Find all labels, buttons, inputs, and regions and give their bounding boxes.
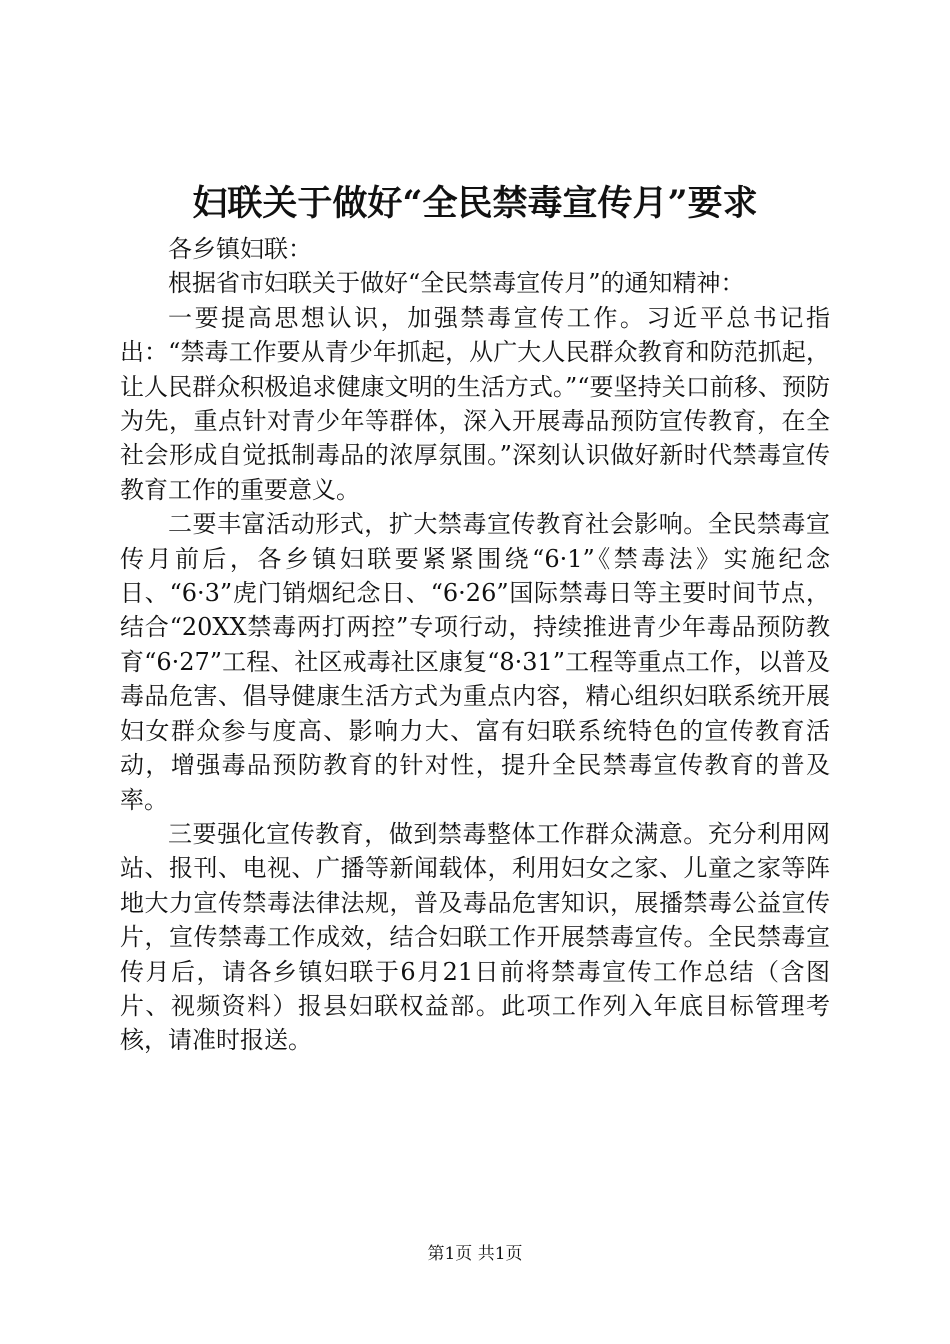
page-footer	[0, 1242, 950, 1266]
paragraph-point-two: 二要丰富活动形式，扩大禁毒宣传教育社会影响。全民禁毒宣传月前后，各乡镇妇联要紧紧围绕“6·1”《禁毒法》实施纪念日、“6·3”虎门销烟纪念日、“6·26”国际禁毒日等主要时间节点，结合“20XX禁毒两打两控”专项行动，持续推进青少年毒品预防教育“6·27”工程、社区戒毒社区康复“8·31”工程等重点工作，以普及毒品危害、倡导健康生活方式为重点内容，精心组织妇联系统开展妇女群众参与度高、影响力大、富有妇联系统特色的宣传教育活动，增强毒品预防教育的针对性，提升全民禁毒宣传教育的普及率。	[120, 510, 830, 814]
paragraph-point-one: 一要提高思想认识，加强禁毒宣传工作。习近平总书记指出：“禁毒工作要从青少年抓起，从广大人民群众教育和防范抓起，让人民群众积极追求健康文明的生活方式。”“要坚持关口前移、预防为先，重点针对青少年等群体，深入开展毒品预防宣传教育，在全社会形成自觉抵制毒品的浓厚氛围。”深刻认识做好新时代禁毒宣传教育工作的重要意义。	[120, 303, 830, 504]
paragraph-point-three: 三要强化宣传教育，做到禁毒整体工作群众满意。充分利用网站、报刊、电视、广播等新闻载体，利用妇女之家、儿童之家等阵地大力宣传禁毒法律法规，普及毒品危害知识，展播禁毒公益宣传片，宣传禁毒工作成效，结合妇联工作开展禁毒宣传。全民禁毒宣传月后，请各乡镇妇联于6月21日前将禁毒宣传工作总结（含图片、视频资料）报县妇联权益部。此项工作列入年底目标管理考核，请准时报送。	[120, 819, 830, 1055]
page-number: 第1页 共1页	[427, 1244, 523, 1264]
document-body	[120, 232, 830, 1058]
salutation: 各乡镇妇联：	[168, 235, 312, 263]
document-title: 妇联关于做好“全民禁毒宣传月”要求	[192, 183, 758, 224]
paragraph-intro: 根据省市妇联关于做好“全民禁毒宣传月”的通知精神：	[168, 269, 745, 298]
